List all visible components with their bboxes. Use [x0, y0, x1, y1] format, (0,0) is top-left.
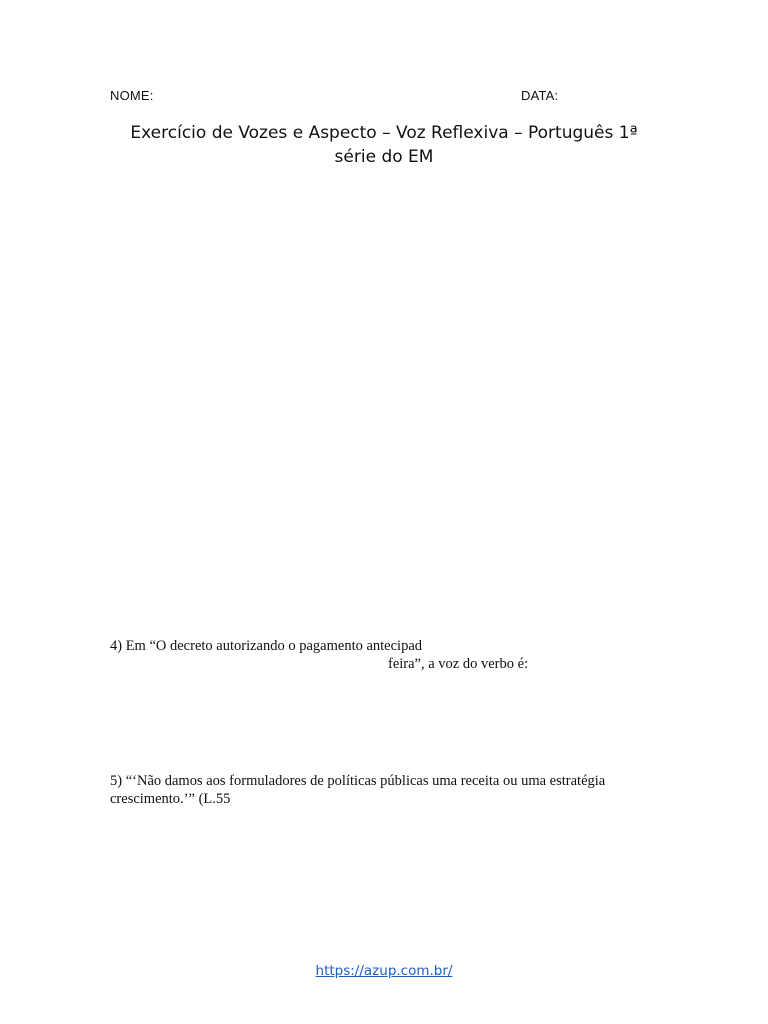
footer-link[interactable]: https://azup.com.br/ — [315, 963, 453, 979]
title-line-1: Exercício de Vozes e Aspecto – Voz Reflexiva – Português 1ª — [130, 123, 638, 143]
title-line-2: série do EM — [334, 147, 434, 167]
question-5-line-1: 5) “‘Não damos aos formuladores de políticas públicas uma receita ou uma estratégia — [110, 773, 606, 789]
page-title — [100, 121, 668, 169]
date-label: DATA: — [521, 88, 559, 103]
question-4-line-2: feira”, a voz do verbo é: — [388, 656, 529, 672]
question-5-line-2: crescimento.’” (L.55 — [110, 791, 231, 807]
footer — [0, 963, 768, 979]
name-label: NOME: — [110, 88, 154, 103]
question-4-line-1: 4) Em “O decreto autorizando o pagamento antecipad — [110, 638, 423, 654]
